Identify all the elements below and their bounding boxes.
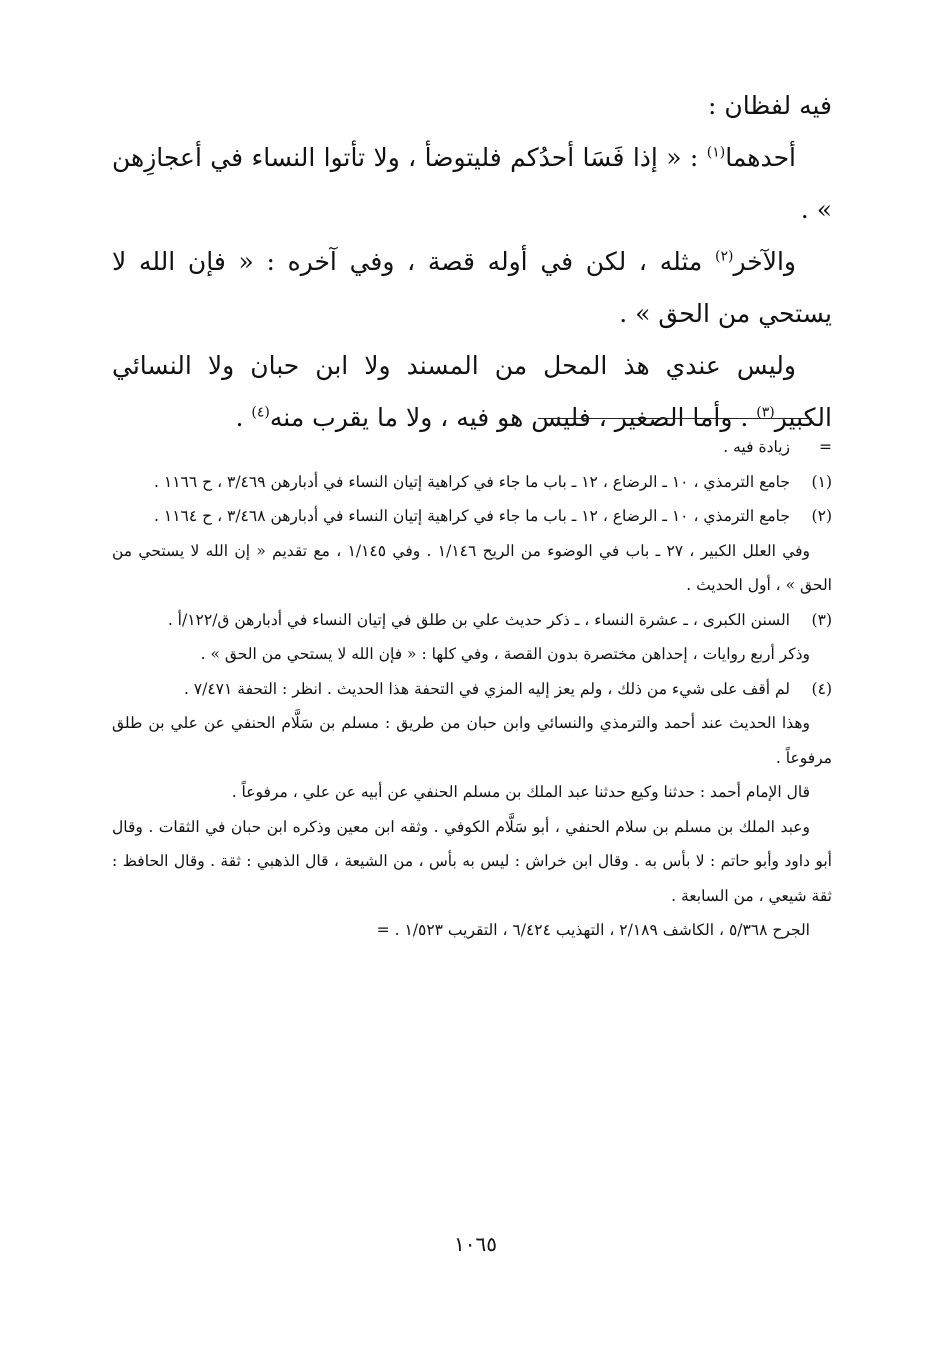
page-number: ١٠٦٥ — [454, 1232, 497, 1256]
references-text: الجرح ٥/٣٦٨ ، الكاشف ٢/١٨٩ ، التهذيب ٦/٤٢٤ ، التقريب ١/٥٢٣ . — [394, 921, 810, 939]
footnote-ref-4[interactable]: (٤) — [251, 404, 270, 421]
footnote-2 — [112, 499, 832, 534]
intro-text: فيه لفظان : — [708, 91, 832, 120]
paragraph-sources — [112, 340, 832, 444]
footnote-separator — [538, 418, 812, 419]
continuation-mark: = — [376, 921, 390, 939]
footnote-4-paragraph: وهذا الحديث عند أحمد والترمذي والنسائي وابن حبان من طريق : مسلم بن سَلَّام الحنفي عن علي بن طلق مرفوعاً . — [112, 714, 832, 767]
footnote-text: جامع الترمذي ، ١٠ ـ الرضاع ، ١٢ ـ باب ما جاء في كراهية إتيان النساء في أدبارهن ٣/٤٦٩ ، ح ١١٦٦ . — [154, 472, 790, 491]
footnote-ref-1[interactable]: (١) — [706, 144, 726, 161]
text: والآخر — [733, 247, 796, 276]
footnote-ref-2[interactable]: (٢) — [715, 248, 734, 265]
text: . — [235, 403, 252, 432]
footnote-number: (٢) — [811, 507, 832, 525]
footnote-4 — [112, 672, 832, 707]
text: : « إذا فَسَا أحدُكم فليتوضأ ، ولا تأتوا النساء في أعجازِهن » . — [112, 143, 832, 224]
footnote-ref-3[interactable]: (٣) — [756, 404, 775, 421]
paragraph-intro — [112, 80, 832, 132]
footnote-continuation — [112, 430, 832, 465]
text: وليس عندي هذ المحل من المسند ولا ابن حبان ولا النسائي — [112, 351, 796, 380]
footnote-number: (١) — [811, 472, 832, 491]
footnote-number: (٤) — [811, 679, 832, 698]
footnote-2-continuation: وفي العلل الكبير ، ٢٧ ـ باب في الوضوء من الريح ١/١٤٦ . وفي ١/١٤٥ ، مع تقديم « إن الله لا يستحي من الحق » ، أول الحديث . — [112, 541, 832, 594]
footnote-4-references — [112, 913, 832, 948]
text: أحدهما — [725, 143, 796, 172]
footnote-text: السنن الكبرى ، ـ عشرة النساء ، ـ ذكر حديث علي بن طلق في إتيان النساء في أدبارهن ق/١٢٢/أ . — [167, 610, 790, 629]
paragraph-second-wording — [112, 236, 832, 340]
footnote-3 — [112, 603, 832, 638]
footnote-number: (٣) — [811, 610, 832, 629]
text: . وأما الصغير ، فليس هو فيه ، ولا ما يقرب منه — [269, 403, 757, 432]
footnote-text: جامع الترمذي ، ١٠ ـ الرضاع ، ١٢ ـ باب ما جاء في كراهية إتيان النساء في أدبارهن ٣/٤٦٨ ، ح ١١٦٤ . — [154, 507, 790, 525]
paragraph-first-wording — [112, 132, 832, 236]
footnote-text: لم أقف على شيء من ذلك ، ولم يعز إليه المزي في التحفة هذا الحديث . انظر : التحفة ٧/٤٧١ . — [183, 679, 790, 698]
text: مثله ، لكن في أوله قصة ، وفي آخره : « فإن الله لا يستحي من الحق » . — [112, 247, 832, 328]
footnote-text: زيادة فيه . — [723, 438, 790, 456]
footnote-1 — [112, 465, 832, 500]
continuation-mark: = — [819, 438, 832, 456]
footnote-4-paragraph: وعبد الملك بن مسلم بن سلام الحنفي ، أبو سَلَّام الكوفي . وثقه ابن معين وذكره ابن حبان في الثقات . وقال أبو داود وأبو حاتم : لا بأس به . وقال ابن خراش : ليس به بأس ، من الشيعة ، قال الذهبي : ثقة . وقال الحافظ : ثقة شيعي ، من السابعة . — [112, 817, 832, 905]
text: الكبير — [774, 403, 832, 432]
footnote-3-continuation: وذكر أربع روايات ، إحداهن مختصرة بدون القصة ، وفي كلها : « فإن الله لا يستحي من الحق » . — [200, 645, 810, 663]
main-text — [112, 80, 832, 444]
footnotes — [112, 430, 832, 948]
footnote-4-paragraph: قال الإمام أحمد : حدثنا وكيع حدثنا عبد الملك بن مسلم الحنفي عن أبيه عن علي ، مرفوعاً . — [231, 783, 810, 801]
